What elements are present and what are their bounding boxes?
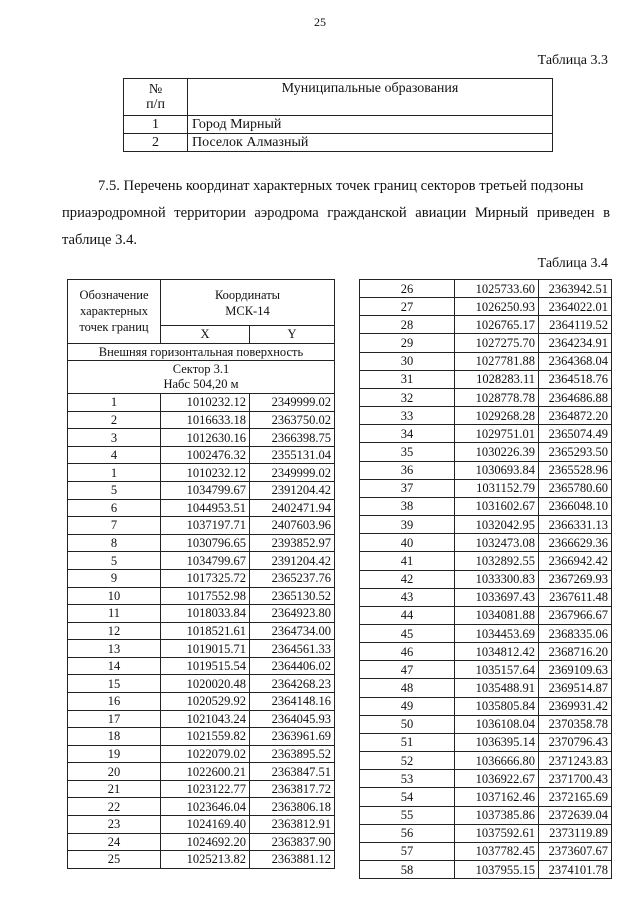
point-number: 10	[68, 587, 161, 605]
table-row	[68, 446, 335, 464]
municipalities-table	[123, 78, 553, 152]
table-row	[68, 499, 335, 517]
point-number: 37	[360, 479, 455, 497]
coordinate-y: 2365074.49	[539, 425, 612, 443]
coordinate-x: 1017325.72	[161, 569, 250, 587]
point-number: 39	[360, 516, 455, 534]
point-number: 50	[360, 715, 455, 733]
coordinate-y: 2367269.93	[539, 570, 612, 588]
point-number: 43	[360, 588, 455, 606]
table-row	[68, 833, 335, 851]
header-designation	[68, 280, 161, 344]
table-row	[68, 780, 335, 798]
point-number: 16	[68, 692, 161, 710]
point-number: 42	[360, 570, 455, 588]
point-number: 41	[360, 552, 455, 570]
coordinate-y: 2364148.16	[250, 692, 335, 710]
coordinate-y: 2370796.43	[539, 733, 612, 751]
paragraph-line-3: таблице 3.4.	[62, 232, 138, 248]
table-row	[68, 569, 335, 587]
point-number: 45	[360, 624, 455, 642]
coordinates-table-left	[67, 279, 335, 869]
coordinate-x: 1031602.67	[455, 497, 539, 515]
table-row	[360, 516, 612, 534]
coordinate-y: 2366331.13	[539, 516, 612, 534]
point-number: 4	[68, 446, 161, 464]
table-row	[360, 552, 612, 570]
coordinate-x: 1021043.24	[161, 710, 250, 728]
sector-habs: Набс 504,20 м	[163, 377, 239, 392]
coordinate-y: 2363847.51	[250, 763, 335, 781]
header-coordinates-line1: Координаты	[214, 287, 281, 302]
table-row	[360, 497, 612, 515]
coordinate-y: 2402471.94	[250, 499, 335, 517]
coordinate-x: 1018033.84	[161, 605, 250, 623]
point-number: 20	[68, 763, 161, 781]
coordinate-y: 2374101.78	[539, 861, 612, 879]
point-number: 49	[360, 697, 455, 715]
coordinate-y: 2364686.88	[539, 388, 612, 406]
point-number: 17	[68, 710, 161, 728]
table-row	[68, 394, 335, 412]
coordinate-x: 1028283.11	[455, 370, 539, 388]
table-row	[68, 640, 335, 658]
table-header-row	[124, 79, 553, 116]
table-row	[360, 679, 612, 697]
coordinate-y: 2363942.51	[539, 280, 612, 298]
coordinate-x: 1022600.21	[161, 763, 250, 781]
point-number: 32	[360, 388, 455, 406]
row-number: 1	[124, 116, 188, 134]
table-row	[360, 824, 612, 842]
point-number: 26	[360, 280, 455, 298]
coordinate-y: 2364406.02	[250, 657, 335, 675]
coordinate-x: 1023646.04	[161, 798, 250, 816]
point-number: 29	[360, 334, 455, 352]
coordinate-x: 1037197.71	[161, 517, 250, 535]
coordinate-y: 2363961.69	[250, 728, 335, 746]
point-number: 53	[360, 770, 455, 788]
table-row	[360, 370, 612, 388]
table-row	[360, 534, 612, 552]
table-row	[68, 534, 335, 552]
coordinate-x: 1034081.88	[455, 606, 539, 624]
header-number-line2: п/п	[146, 97, 165, 112]
table-row	[68, 429, 335, 447]
table-row	[68, 763, 335, 781]
coordinate-x: 1035805.84	[455, 697, 539, 715]
coordinate-x: 1018521.61	[161, 622, 250, 640]
left-rows	[68, 394, 335, 869]
coordinate-x: 1024169.40	[161, 816, 250, 834]
table-row	[68, 411, 335, 429]
point-number: 7	[68, 517, 161, 535]
point-number: 1	[68, 464, 161, 482]
table-row	[68, 728, 335, 746]
coordinate-y: 2363881.12	[250, 851, 335, 869]
table-row	[360, 643, 612, 661]
coordinate-x: 1016633.18	[161, 411, 250, 429]
coordinate-x: 1029751.01	[455, 425, 539, 443]
coordinate-x: 1032892.55	[455, 552, 539, 570]
point-number: 22	[68, 798, 161, 816]
coordinate-y: 2370358.78	[539, 715, 612, 733]
right-rows	[360, 280, 612, 879]
point-number: 28	[360, 316, 455, 334]
coordinate-x: 1044953.51	[161, 499, 250, 517]
coordinate-y: 2371700.43	[539, 770, 612, 788]
surface-row	[68, 343, 335, 361]
table-row	[68, 692, 335, 710]
coordinate-x: 1030693.84	[455, 461, 539, 479]
coordinate-y: 2369514.87	[539, 679, 612, 697]
coordinate-y: 2367611.48	[539, 588, 612, 606]
coordinate-x: 1010232.12	[161, 464, 250, 482]
table-row	[360, 352, 612, 370]
coordinate-x: 1028778.78	[455, 388, 539, 406]
coordinate-y: 2373607.67	[539, 842, 612, 860]
coordinate-y: 2364234.91	[539, 334, 612, 352]
table-row	[360, 770, 612, 788]
point-number: 15	[68, 675, 161, 693]
point-number: 48	[360, 679, 455, 697]
coordinate-y: 2364368.04	[539, 352, 612, 370]
point-number: 2	[68, 411, 161, 429]
coordinate-y: 2363895.52	[250, 745, 335, 763]
coordinate-y: 2366629.36	[539, 534, 612, 552]
table-row	[360, 788, 612, 806]
table-3-4-caption: Таблица 3.4	[537, 256, 608, 271]
table-row	[360, 733, 612, 751]
coordinate-x: 1034812.42	[455, 643, 539, 661]
table-row	[360, 334, 612, 352]
coordinate-x: 1032042.95	[455, 516, 539, 534]
point-number: 21	[68, 780, 161, 798]
coordinate-x: 1037162.46	[455, 788, 539, 806]
table-row	[360, 606, 612, 624]
point-number: 34	[360, 425, 455, 443]
coordinate-y: 2363806.18	[250, 798, 335, 816]
point-number: 33	[360, 407, 455, 425]
coordinate-y: 2364022.01	[539, 298, 612, 316]
point-number: 51	[360, 733, 455, 751]
coordinate-x: 1033697.43	[455, 588, 539, 606]
point-number: 27	[360, 298, 455, 316]
paragraph	[62, 173, 610, 254]
point-number: 3	[68, 429, 161, 447]
coordinate-y: 2364045.93	[250, 710, 335, 728]
table-3-3-caption: Таблица 3.3	[537, 53, 608, 68]
coordinate-y: 2367966.67	[539, 606, 612, 624]
coordinate-y: 2369931.42	[539, 697, 612, 715]
coordinate-x: 1031152.79	[455, 479, 539, 497]
table-row	[68, 517, 335, 535]
point-number: 5	[68, 552, 161, 570]
coordinate-y: 2363750.02	[250, 411, 335, 429]
coordinate-y: 2364872.20	[539, 407, 612, 425]
coordinate-y: 2364518.76	[539, 370, 612, 388]
point-number: 38	[360, 497, 455, 515]
table-row	[360, 316, 612, 334]
header-municipalities: Муниципальные образования	[188, 79, 553, 116]
table-row	[360, 479, 612, 497]
coordinate-x: 1020529.92	[161, 692, 250, 710]
point-number: 58	[360, 861, 455, 879]
coordinate-y: 2391204.42	[250, 482, 335, 500]
header-number	[124, 79, 188, 116]
coordinate-x: 1035488.91	[455, 679, 539, 697]
surface-label: Внешняя горизонтальная поверхность	[68, 343, 335, 361]
table-row	[68, 552, 335, 570]
coordinate-x: 1010232.12	[161, 394, 250, 412]
coordinate-y: 2393852.97	[250, 534, 335, 552]
coordinate-y: 2364561.33	[250, 640, 335, 658]
row-number: 2	[124, 134, 188, 152]
coordinate-y: 2349999.02	[250, 394, 335, 412]
coordinate-y: 2365293.50	[539, 443, 612, 461]
table-row	[360, 842, 612, 860]
coordinate-x: 1033300.83	[455, 570, 539, 588]
coordinate-x: 1037592.61	[455, 824, 539, 842]
coordinate-x: 1027275.70	[455, 334, 539, 352]
coordinate-y: 2366942.42	[539, 552, 612, 570]
table-row	[360, 570, 612, 588]
coordinate-y: 2368335.06	[539, 624, 612, 642]
coordinate-x: 1026765.17	[455, 316, 539, 334]
point-number: 30	[360, 352, 455, 370]
table-row	[68, 710, 335, 728]
coordinate-y: 2365237.76	[250, 569, 335, 587]
table-row	[68, 587, 335, 605]
table-row	[68, 851, 335, 869]
coordinate-x: 1037955.15	[455, 861, 539, 879]
table-row	[360, 588, 612, 606]
coordinate-x: 1019015.71	[161, 640, 250, 658]
table-row	[68, 657, 335, 675]
coordinate-x: 1025733.60	[455, 280, 539, 298]
coordinate-x: 1017552.98	[161, 587, 250, 605]
table-row	[360, 298, 612, 316]
coordinate-x: 1037782.45	[455, 842, 539, 860]
point-number: 56	[360, 824, 455, 842]
coordinate-x: 1022079.02	[161, 745, 250, 763]
point-number: 11	[68, 605, 161, 623]
page-number: 25	[314, 15, 326, 29]
coordinate-x: 1021559.82	[161, 728, 250, 746]
point-number: 8	[68, 534, 161, 552]
coordinate-y: 2366048.10	[539, 497, 612, 515]
coordinate-y: 2364119.52	[539, 316, 612, 334]
point-number: 40	[360, 534, 455, 552]
point-number: 31	[360, 370, 455, 388]
point-number: 1	[68, 394, 161, 412]
point-number: 9	[68, 569, 161, 587]
coordinate-y: 2363837.90	[250, 833, 335, 851]
coordinate-x: 1030796.65	[161, 534, 250, 552]
header-coordinates-line2: МСК-14	[225, 303, 270, 318]
coordinate-y: 2363817.72	[250, 780, 335, 798]
table-row	[68, 622, 335, 640]
table-row	[68, 798, 335, 816]
coordinate-y: 2373119.89	[539, 824, 612, 842]
table-row	[68, 464, 335, 482]
coordinate-y: 2364923.80	[250, 605, 335, 623]
coordinate-x: 1026250.93	[455, 298, 539, 316]
coordinate-x: 1034453.69	[455, 624, 539, 642]
point-number: 13	[68, 640, 161, 658]
paragraph-line-2: приаэродромной территории аэродрома гражданской авиации Мирный приведен в	[62, 205, 610, 221]
coordinate-x: 1012630.16	[161, 429, 250, 447]
coordinate-y: 2365130.52	[250, 587, 335, 605]
coordinate-x: 1020020.48	[161, 675, 250, 693]
coordinate-y: 2407603.96	[250, 517, 335, 535]
point-number: 47	[360, 661, 455, 679]
coordinate-x: 1036922.67	[455, 770, 539, 788]
table-row	[68, 816, 335, 834]
coordinate-x: 1036108.04	[455, 715, 539, 733]
point-number: 36	[360, 461, 455, 479]
table-row	[68, 745, 335, 763]
sector-label	[68, 361, 335, 394]
table-row	[360, 407, 612, 425]
coordinate-y: 2366398.75	[250, 429, 335, 447]
table-row	[360, 280, 612, 298]
municipality-name: Поселок Алмазный	[188, 134, 553, 152]
coordinate-x: 1002476.32	[161, 446, 250, 464]
coordinate-x: 1034799.67	[161, 482, 250, 500]
point-number: 25	[68, 851, 161, 869]
coordinate-y: 2369109.63	[539, 661, 612, 679]
table-row	[360, 461, 612, 479]
header-designation-line3: точек границ	[79, 320, 149, 335]
header-y: Y	[250, 326, 335, 344]
table-row	[124, 134, 553, 152]
coordinate-y: 2355131.04	[250, 446, 335, 464]
table-row	[360, 806, 612, 824]
coordinate-x: 1030226.39	[455, 443, 539, 461]
table-row	[360, 425, 612, 443]
coordinate-y: 2365528.96	[539, 461, 612, 479]
header-designation-line1: Обозначение	[79, 288, 149, 303]
header-number-line1: №	[148, 82, 163, 97]
point-number: 23	[68, 816, 161, 834]
table-row	[360, 624, 612, 642]
table-row	[360, 861, 612, 879]
header-designation-line2: характерных	[80, 304, 148, 319]
point-number: 24	[68, 833, 161, 851]
municipality-name: Город Мирный	[188, 116, 553, 134]
coordinate-y: 2368716.20	[539, 643, 612, 661]
point-number: 18	[68, 728, 161, 746]
coordinate-x: 1023122.77	[161, 780, 250, 798]
table-row	[360, 752, 612, 770]
coordinate-x: 1019515.54	[161, 657, 250, 675]
coordinate-y: 2363812.91	[250, 816, 335, 834]
point-number: 57	[360, 842, 455, 860]
point-number: 52	[360, 752, 455, 770]
header-x: X	[161, 326, 250, 344]
point-number: 6	[68, 499, 161, 517]
coordinate-y: 2372639.04	[539, 806, 612, 824]
coordinate-y: 2364734.00	[250, 622, 335, 640]
coordinate-x: 1024692.20	[161, 833, 250, 851]
coordinate-x: 1034799.67	[161, 552, 250, 570]
coordinate-x: 1036395.14	[455, 733, 539, 751]
point-number: 55	[360, 806, 455, 824]
coordinate-y: 2364268.23	[250, 675, 335, 693]
point-number: 44	[360, 606, 455, 624]
coordinates-table-right	[359, 279, 612, 879]
coordinate-y: 2371243.83	[539, 752, 612, 770]
coordinate-x: 1037385.86	[455, 806, 539, 824]
point-number: 46	[360, 643, 455, 661]
table-row	[360, 715, 612, 733]
coordinate-x: 1036666.80	[455, 752, 539, 770]
coordinate-y: 2391204.42	[250, 552, 335, 570]
sector-row	[68, 361, 335, 394]
coordinate-y: 2372165.69	[539, 788, 612, 806]
table-row	[124, 116, 553, 134]
table-row	[360, 388, 612, 406]
table-row	[360, 661, 612, 679]
point-number: 35	[360, 443, 455, 461]
point-number: 19	[68, 745, 161, 763]
paragraph-line-1: 7.5. Перечень координат характерных точек границ секторов третьей подзоны	[98, 178, 584, 194]
table-row	[68, 675, 335, 693]
point-number: 5	[68, 482, 161, 500]
coordinate-x: 1029268.28	[455, 407, 539, 425]
table-row	[360, 697, 612, 715]
sector-name: Сектор 3.1	[172, 362, 230, 377]
coordinate-y: 2365780.60	[539, 479, 612, 497]
header-coordinates	[161, 280, 335, 326]
table-row	[68, 605, 335, 623]
coordinate-x: 1035157.64	[455, 661, 539, 679]
point-number: 14	[68, 657, 161, 675]
table-row	[68, 482, 335, 500]
point-number: 12	[68, 622, 161, 640]
coordinate-x: 1027781.88	[455, 352, 539, 370]
coordinate-x: 1025213.82	[161, 851, 250, 869]
point-number: 54	[360, 788, 455, 806]
coordinate-x: 1032473.08	[455, 534, 539, 552]
table-header-row	[68, 280, 335, 326]
coordinate-y: 2349999.02	[250, 464, 335, 482]
table-row	[360, 443, 612, 461]
